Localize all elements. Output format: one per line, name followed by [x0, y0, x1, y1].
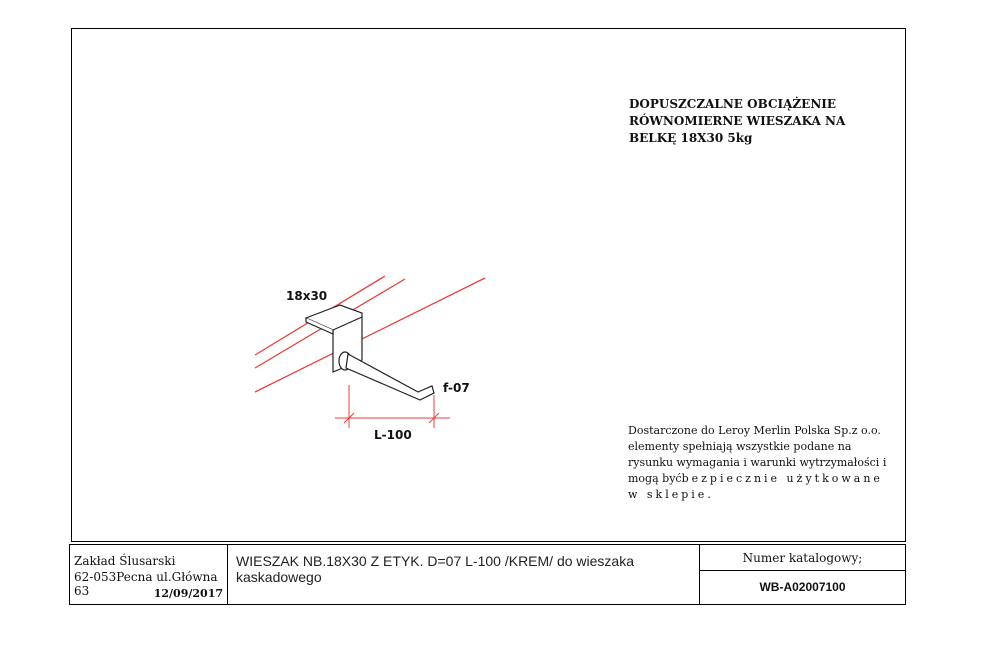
catalog-label: Numer katalogowy; [742, 551, 863, 565]
certification-line: elementy spełniają wszystkie podane na [628, 440, 852, 453]
load-note-line: BELKĘ 18X30 5kg [629, 131, 753, 145]
diameter-label: f-07 [443, 381, 470, 395]
load-note [629, 96, 869, 147]
certification-line: Dostarczone do Leroy Merlin Polska Sp.z o.o. [628, 424, 881, 437]
catalog-label-cell [700, 545, 905, 571]
load-note-line: DOPUSZCZALNE OBCIĄŻENIE [629, 97, 837, 111]
catalog-cell [700, 545, 905, 604]
catalog-number: WB-A02007100 [759, 580, 846, 594]
company-address: 62-053Pecna ul.Główna 63 [74, 570, 218, 598]
product-description: WIESZAK NB.18X30 Z ETYK. D=07 L-100 /KREM/ do wieszaka kaskadowego [236, 553, 634, 585]
certification-line-spaced: bezpiecznie użytkowane [681, 472, 883, 485]
length-label: L-100 [374, 428, 412, 442]
load-note-line: RÓWNOMIERNE WIESZAKA NA [629, 114, 846, 128]
certification-note [628, 423, 898, 503]
company-name: Zakład Ślusarski [74, 554, 176, 568]
hook-arm [339, 352, 434, 400]
hook-rod [346, 354, 434, 400]
title-block [69, 544, 906, 605]
profile-label: 18x30 [286, 289, 328, 303]
drawing-date: 12/09/2017 [153, 587, 223, 600]
description-cell [228, 545, 700, 604]
certification-line: rysunku wymagania i warunki wytrzymałości i [628, 456, 887, 469]
company-cell [70, 545, 228, 604]
certification-line: w sklepie. [628, 488, 714, 501]
certification-line-start: mogą być [628, 472, 682, 485]
certification-line [628, 471, 898, 487]
